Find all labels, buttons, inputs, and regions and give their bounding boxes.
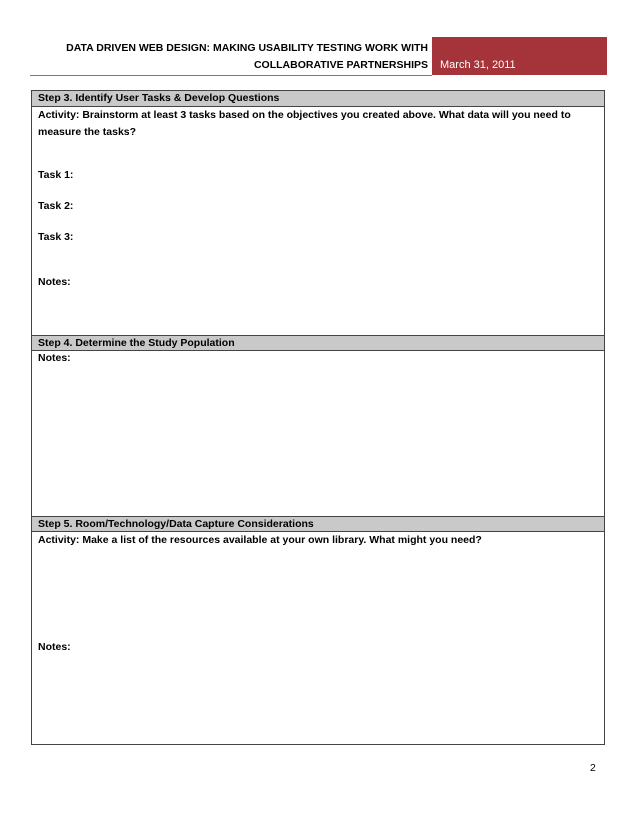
task-2-label: Task 2:: [38, 200, 74, 212]
step-5-activity: Activity: Make a list of the resources available at your own library. What might you need?: [38, 534, 482, 546]
document-header-title: [40, 40, 428, 74]
step-3-heading: Step 3. Identify User Tasks & Develop Questions: [32, 91, 604, 107]
step-4-heading: Step 4. Determine the Study Population: [32, 335, 604, 351]
task-3-label: Task 3:: [38, 231, 74, 243]
step-5-heading: Step 5. Room/Technology/Data Capture Considerations: [32, 516, 604, 532]
header-date-box: March 31, 2011: [432, 37, 607, 75]
step-3-activity: Activity: Brainstorm at least 3 tasks based on the objectives you created above. What data will you need to measure the tasks?: [38, 109, 571, 138]
step-3-notes-label: Notes:: [38, 276, 71, 288]
task-1-label: Task 1:: [38, 169, 74, 181]
step-5-notes-label: Notes:: [38, 641, 71, 653]
header-title-line-1: DATA DRIVEN WEB DESIGN: MAKING USABILITY TESTING WORK WITH: [66, 42, 428, 54]
header-rule: [30, 75, 432, 76]
worksheet-table: [31, 90, 605, 745]
step-4-notes-label: Notes:: [38, 352, 71, 364]
page-number: 2: [590, 762, 596, 774]
header-title-line-2: COLLABORATIVE PARTNERSHIPS: [253, 59, 428, 71]
